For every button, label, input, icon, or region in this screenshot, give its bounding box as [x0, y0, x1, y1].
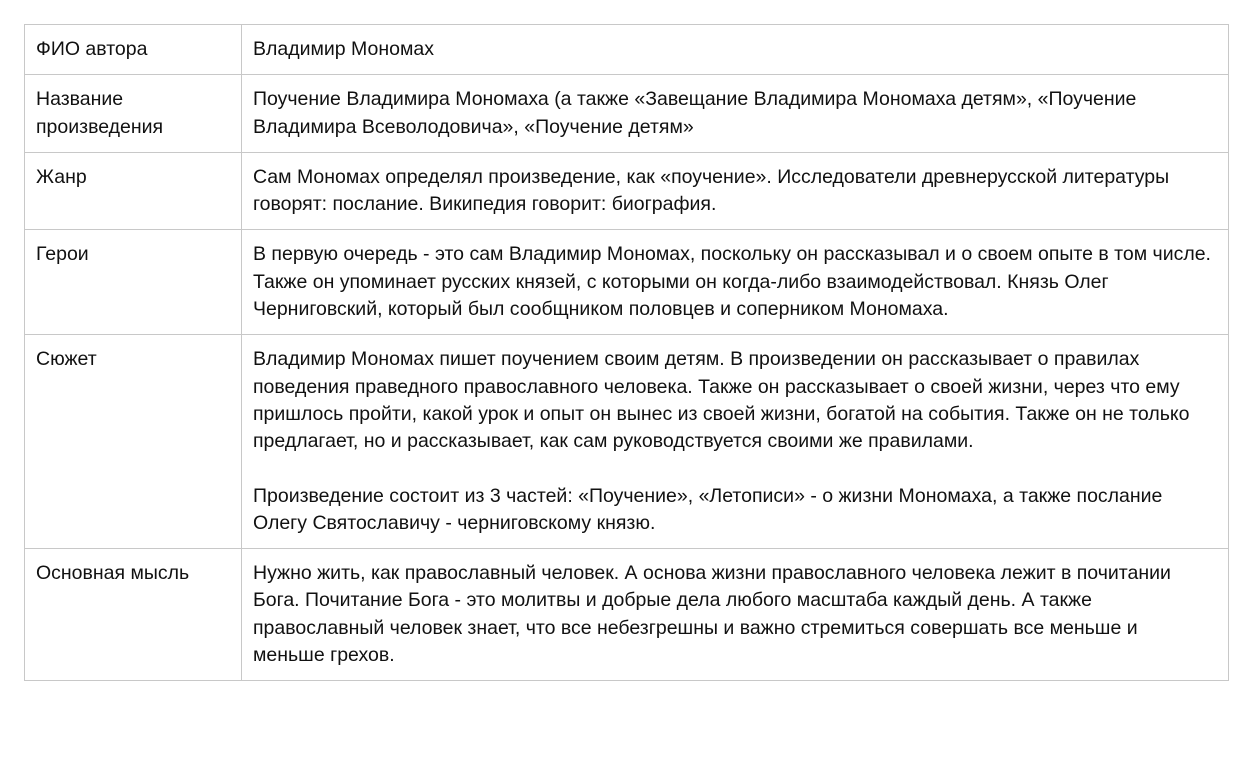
- row-label: Герои: [25, 230, 242, 335]
- row-value: [242, 152, 1229, 230]
- value-paragraph: Владимир Мономах: [253, 38, 434, 60]
- value-paragraph: Произведение состоит из 3 частей: «Поучение», «Летописи» - о жизни Мономаха, а также послание Олегу Святославичу - черниговскому князю.: [253, 484, 1163, 534]
- table-row-genre: [25, 152, 1229, 230]
- table-row-author: [25, 25, 1229, 75]
- row-value: [242, 25, 1229, 75]
- row-value: [242, 549, 1229, 681]
- table-row-main-idea: [25, 549, 1229, 681]
- value-paragraph: В первую очередь - это сам Владимир Мономах, поскольку он рассказывал и о своем опыте в том числе. Также он упоминает русских князей, с которыми он когда-либо взаимодействовал. Князь Олег Черниговский, который был сообщником половцев и соперником Мономаха.: [253, 243, 1211, 321]
- value-paragraph: Владимир Мономах пишет поучением своим детям. В произведении он рассказывает о правилах поведения праведного православного человека. Также он рассказывает о своей жизни, через что ему пришлось пройти, какой урок и опыт он вынес из своей жизни, богатой на события. Также он не только предлагает, но и рассказывает, как сам руководствуется своими же правилами.: [253, 348, 1190, 453]
- table-row-plot: [25, 335, 1229, 549]
- row-label: ФИО автора: [25, 25, 242, 75]
- value-paragraph: Нужно жить, как православный человек. А основа жизни православного человека лежит в почитании Бога. Почитание Бога - это молитвы и добрые дела любого масштаба каждый день. А также православный человек знает, что все небезгрешны и важно стремиться совершать все меньше и меньше грехов.: [253, 562, 1171, 667]
- document-page: [24, 24, 1229, 681]
- row-label: Название произведения: [25, 75, 242, 153]
- value-paragraph: Поучение Владимира Мономаха (а также «Завещание Владимира Мономаха детям», «Поучение Владимира Всеволодовича», «Поучение детям»: [253, 88, 1137, 138]
- row-label: Основная мысль: [25, 549, 242, 681]
- value-paragraph: Сам Мономах определял произведение, как «поучение». Исследователи древнерусской литературы говорят: послание. Википедия говорит: биография.: [253, 165, 1170, 216]
- table-row-heroes: [25, 230, 1229, 335]
- row-value: [242, 75, 1229, 153]
- row-label: Сюжет: [25, 335, 242, 549]
- table-row-title: [25, 75, 1229, 153]
- work-info-table: [24, 24, 1229, 681]
- row-value: [242, 335, 1229, 549]
- row-label: Жанр: [25, 152, 242, 230]
- row-value: [242, 230, 1229, 335]
